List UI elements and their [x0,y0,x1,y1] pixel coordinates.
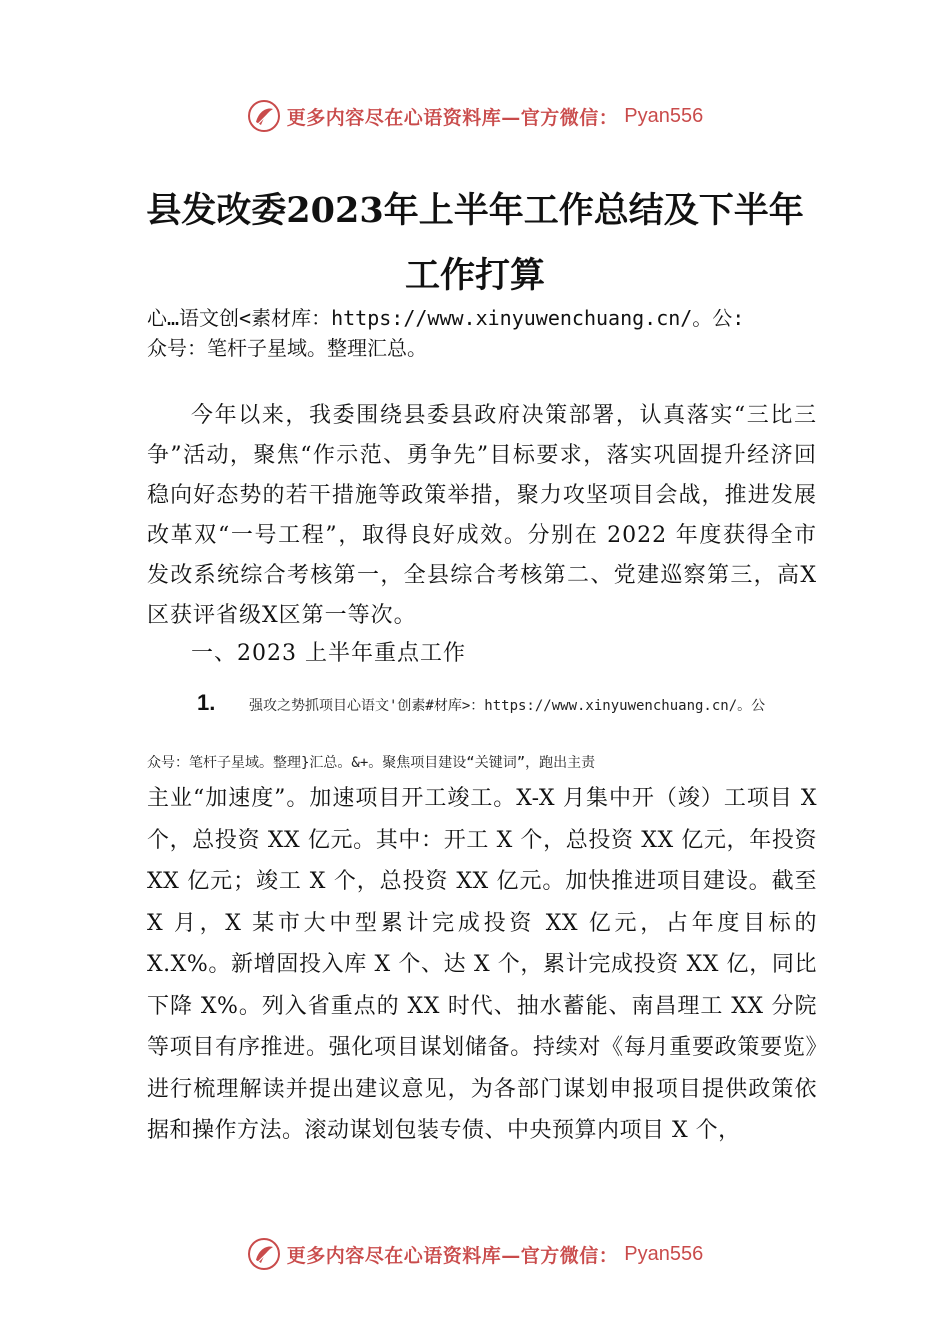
list-item-text-line-2: 众号：笔杆子星域。整理}汇总。&+。聚焦项目建设“关键词”，跑出主责 [147,755,596,771]
document-title-line-1: 县发改委2023年上半年工作总结及下半年 [146,190,804,231]
source-notice-line-1: 心…语文创<素材库：https://www.xinyuwenchuang.cn/。公: [147,306,745,330]
watermark-wechat-id: Pyan556 [624,104,704,127]
library-logo-icon [247,1237,281,1271]
list-item-1 [197,690,847,716]
watermark-header [0,96,950,136]
watermark-wechat-id: Pyan556 [624,1242,704,1265]
body-paragraph: 主业“加速度”。加速项目开工竣工。X-X 月集中开（竣）工项目 X 个，总投资 XX 亿元。其中：开工 X 个，总投资 XX 亿元，年投资 XX 亿元；竣工 X 个，总投资 XX 亿元。加快推进项目建设。截至 X 月，X 某市大中型累计完成投资 XX 亿元，占年度目标的 X.X%。新增固投入库 X 个、达 X 个，累计完成投资 XX 亿，同比下降 X%。列入省重点的 XX 时代、抽水蓄能、南昌理工 XX 分院等项目有序推进。强化项目谋划储备。持续对《每月重要政策要览》进行梳理解读并提出建议意见，为各部门谋划申报项目提供政策依据和操作方法。滚动谋划包装专债、中央预算内项目 X 个， [147,786,817,1143]
list-item-text-line-1: 强攻之势抓项目心语文'创素#材库>：https://www.xinyuwenchuang.cn/。公 [249,698,766,714]
library-logo-icon [247,99,281,133]
watermark-text: 更多内容尽在心语资料库—官方微信： [286,1244,619,1267]
section-heading: 一、2023 上半年重点工作 [191,641,466,666]
source-notice-line-2: 众号：笔杆子星域。整理汇总。 [147,336,427,360]
watermark-text: 更多内容尽在心语资料库—官方微信： [286,106,619,129]
list-item-number: 1. [197,690,216,715]
watermark-footer [0,1234,950,1274]
document-title-line-2: 工作打算 [404,255,545,296]
intro-paragraph: 今年以来，我委围绕县委县政府决策部署，认真落实“三比三争”活动，聚焦“作示范、勇争先”目标要求，落实巩固提升经济回稳向好态势的若干措施等政策举措，聚力攻坚项目会战，推进发展改革双“一号工程”，取得良好成效。分别在 2022 年度获得全市发改系统综合考核第一，全县综合考核第二、党建巡察第三，高X区获评省级X区第一等次。 [147,403,817,628]
